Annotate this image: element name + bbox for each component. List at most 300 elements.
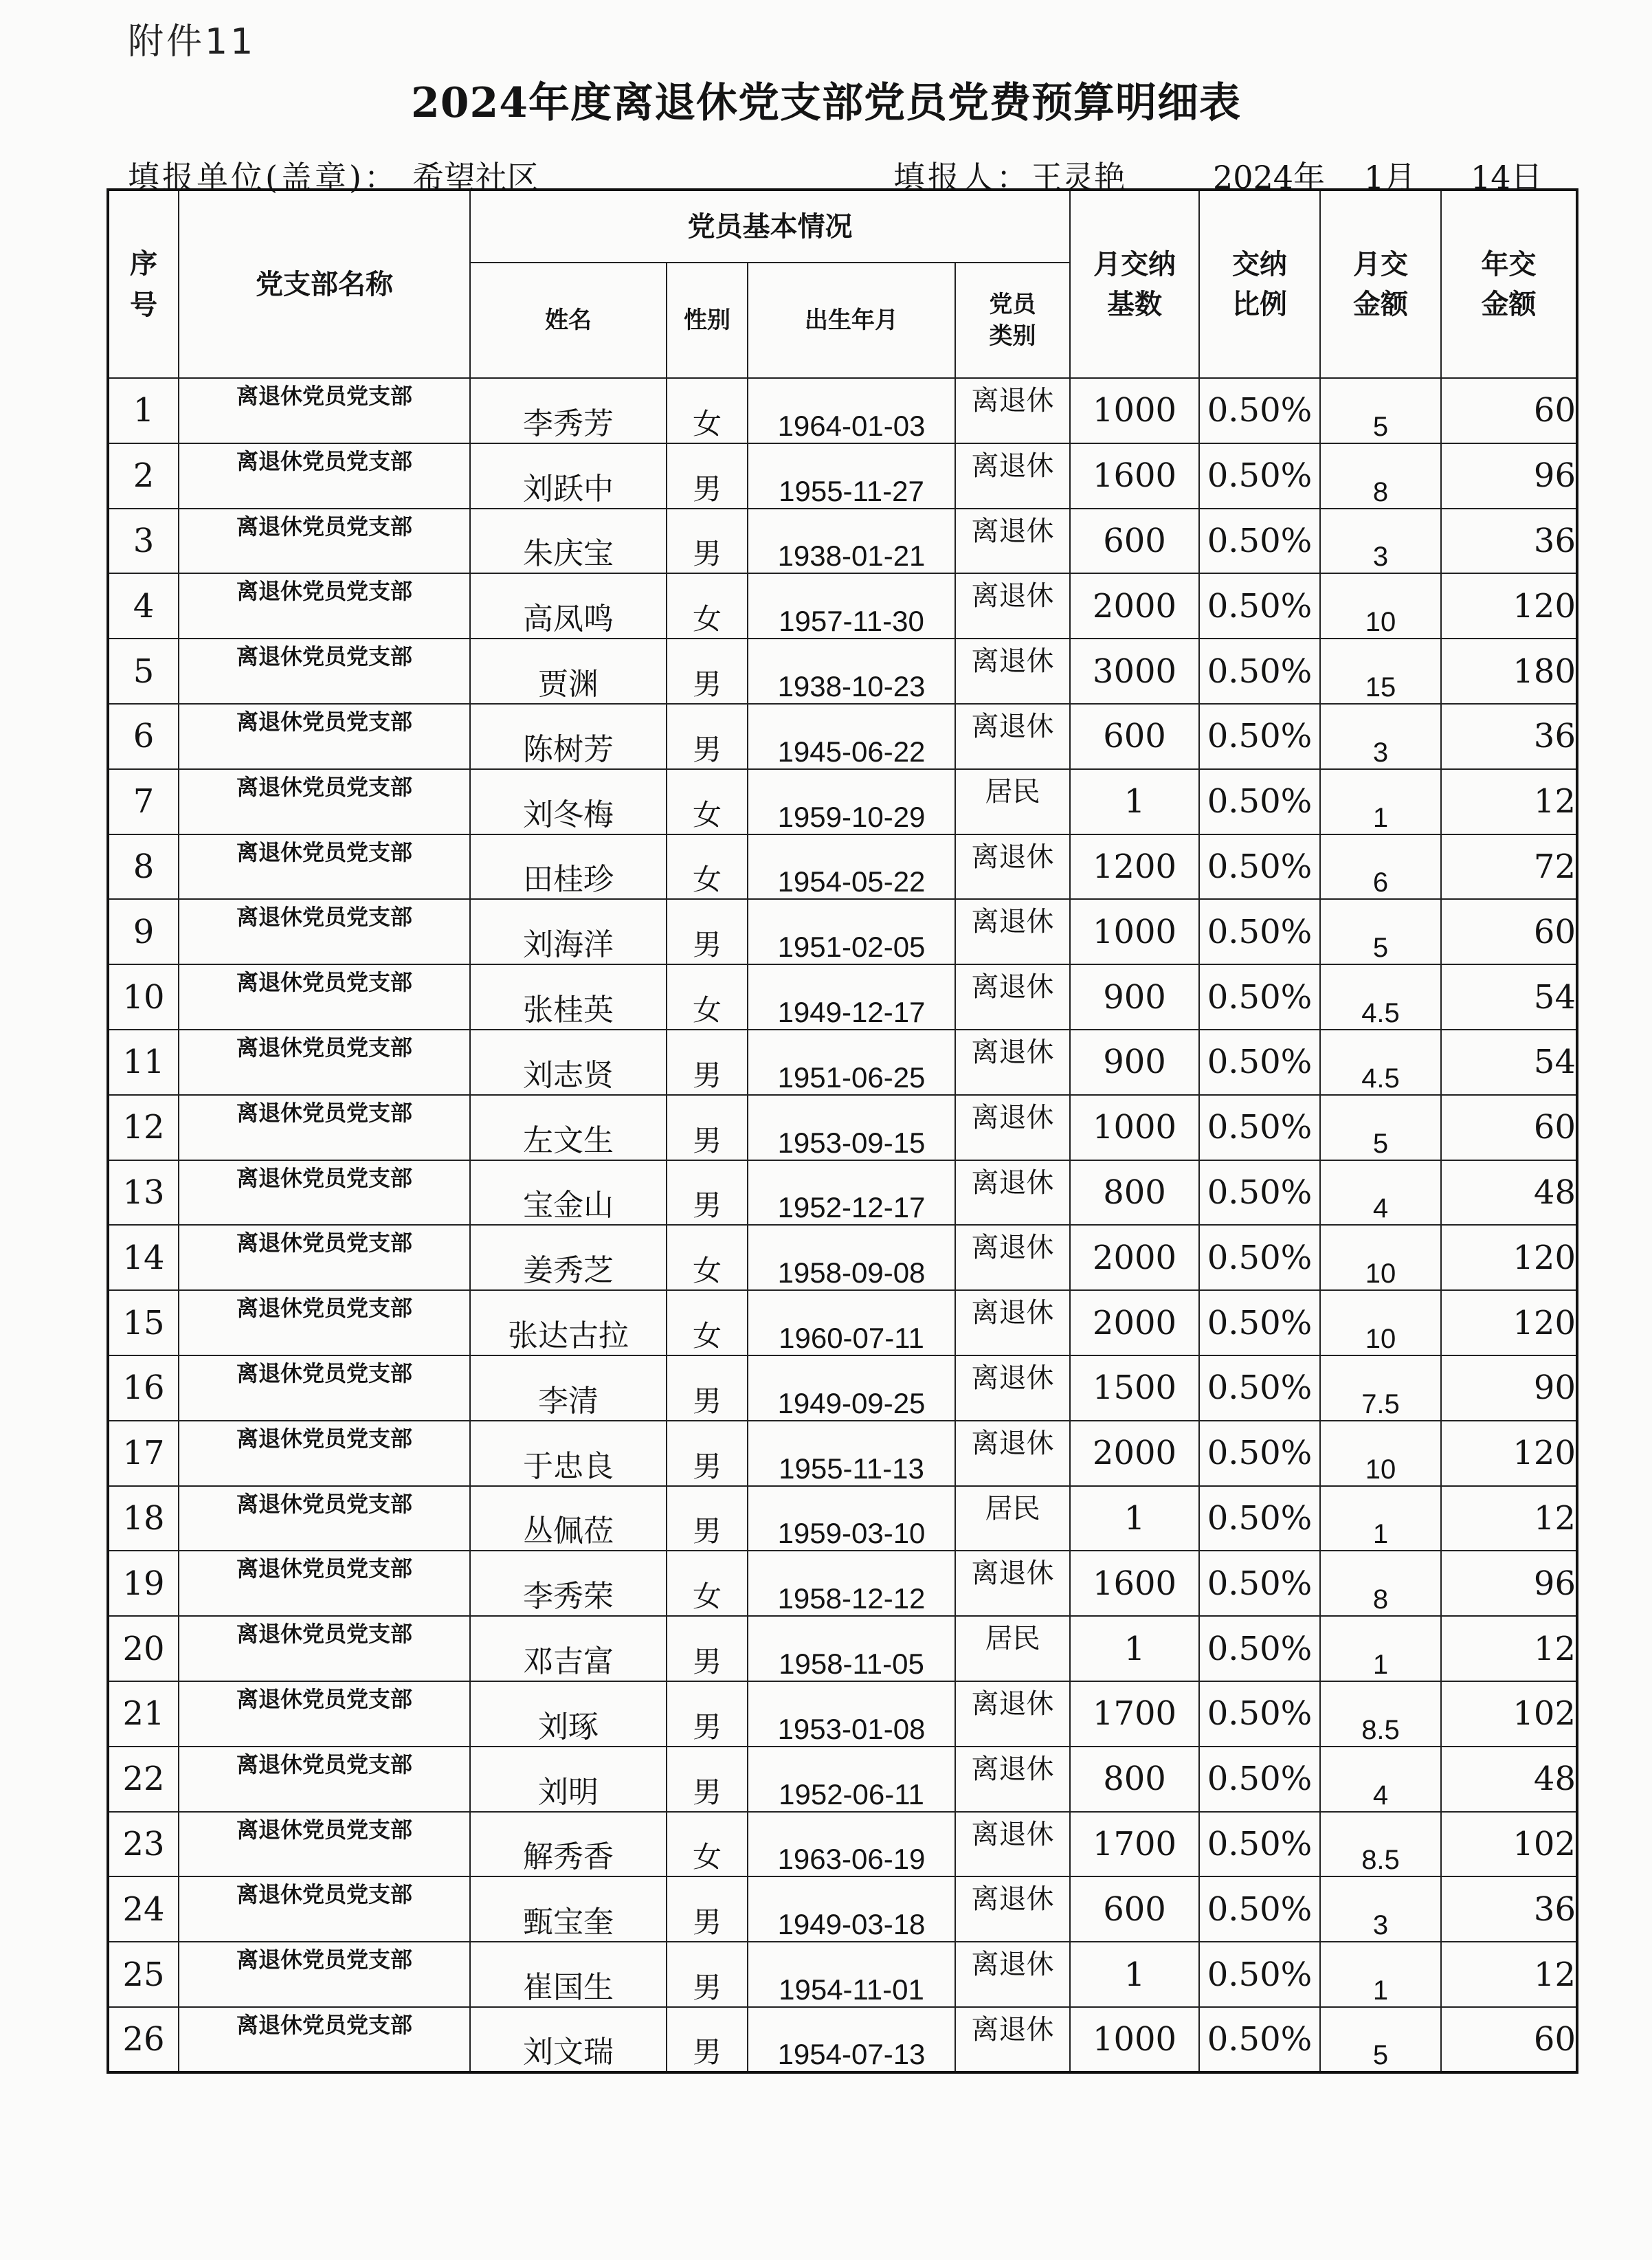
cell-annual-amount: 12 (1441, 1616, 1577, 1681)
cell-category: 离退休 (955, 1095, 1070, 1160)
cell-gender: 男 (667, 1747, 748, 1812)
table-row (108, 1160, 1577, 1226)
cell-seq: 21 (108, 1681, 179, 1747)
cell-base: 1000 (1070, 899, 1199, 964)
cell-seq: 23 (108, 1812, 179, 1877)
cell-annual-amount: 120 (1441, 1225, 1577, 1290)
cell-monthly-amount: 4 (1320, 1747, 1441, 1812)
cell-branch: 离退休党员党支部 (179, 704, 470, 769)
cell-annual-amount: 60 (1441, 378, 1577, 443)
header-category: 党员类别 (955, 263, 1070, 378)
page-title: 2024年度离退休党支部党员党费预算明细表 (411, 79, 1241, 127)
cell-base: 600 (1070, 1876, 1199, 1942)
cell-name: 李秀荣 (470, 1551, 667, 1616)
cell-seq: 6 (108, 704, 179, 769)
cell-birth-date: 1945-06-22 (748, 704, 955, 769)
cell-category: 离退休 (955, 1551, 1070, 1616)
cell-category: 离退休 (955, 443, 1070, 509)
cell-annual-amount: 102 (1441, 1812, 1577, 1877)
table-row (108, 769, 1577, 834)
cell-seq: 22 (108, 1747, 179, 1812)
cell-gender: 男 (667, 1355, 748, 1421)
cell-base: 1 (1070, 769, 1199, 834)
reporting-unit-value: 希望社区 (412, 159, 539, 196)
cell-monthly-amount: 8.5 (1320, 1812, 1441, 1877)
table-row (108, 1486, 1577, 1551)
cell-annual-amount: 12 (1441, 1486, 1577, 1551)
cell-base: 600 (1070, 509, 1199, 574)
filler-label: 填报人： (893, 159, 1031, 196)
cell-branch: 离退休党员党支部 (179, 443, 470, 509)
cell-name: 左文生 (470, 1095, 667, 1160)
cell-branch: 离退休党员党支部 (179, 964, 470, 1030)
cell-branch: 离退休党员党支部 (179, 378, 470, 443)
cell-branch: 离退休党员党支部 (179, 1030, 470, 1095)
cell-seq: 20 (108, 1616, 179, 1681)
cell-annual-amount: 120 (1441, 1421, 1577, 1486)
cell-ratio: 0.50% (1199, 1812, 1320, 1877)
cell-category: 离退休 (955, 1030, 1070, 1095)
reporting-unit-label: 填报单位(盖章)： (128, 159, 399, 196)
cell-name: 李清 (470, 1355, 667, 1421)
cell-monthly-amount: 8 (1320, 1551, 1441, 1616)
cell-base: 800 (1070, 1747, 1199, 1812)
cell-gender: 女 (667, 1551, 748, 1616)
cell-monthly-amount: 1 (1320, 1486, 1441, 1551)
cell-name: 刘志贤 (470, 1030, 667, 1095)
cell-base: 1700 (1070, 1681, 1199, 1747)
cell-ratio: 0.50% (1199, 769, 1320, 834)
table-row (108, 573, 1577, 639)
cell-gender: 男 (667, 1030, 748, 1095)
table-row (108, 834, 1577, 900)
cell-birth-date: 1949-03-18 (748, 1876, 955, 1942)
cell-monthly-amount: 1 (1320, 769, 1441, 834)
cell-branch: 离退休党员党支部 (179, 1616, 470, 1681)
header-gender: 性别 (667, 263, 748, 378)
cell-base: 1200 (1070, 834, 1199, 900)
cell-branch: 离退休党员党支部 (179, 834, 470, 900)
cell-branch: 离退休党员党支部 (179, 1876, 470, 1942)
cell-base: 2000 (1070, 1290, 1199, 1355)
cell-branch: 离退休党员党支部 (179, 1355, 470, 1421)
attachment-label: 附件11 (128, 21, 256, 63)
cell-branch: 离退休党员党支部 (179, 1486, 470, 1551)
cell-branch: 离退休党员党支部 (179, 899, 470, 964)
cell-ratio: 0.50% (1199, 1486, 1320, 1551)
cell-birth-date: 1958-11-05 (748, 1616, 955, 1681)
cell-name: 陈树芳 (470, 704, 667, 769)
cell-name: 李秀芳 (470, 378, 667, 443)
cell-category: 离退休 (955, 639, 1070, 704)
cell-ratio: 0.50% (1199, 443, 1320, 509)
cell-ratio: 0.50% (1199, 509, 1320, 574)
cell-annual-amount: 102 (1441, 1681, 1577, 1747)
cell-branch: 离退休党员党支部 (179, 1290, 470, 1355)
cell-base: 900 (1070, 964, 1199, 1030)
cell-name: 朱庆宝 (470, 509, 667, 574)
cell-category: 居民 (955, 1616, 1070, 1681)
cell-name: 刘琢 (470, 1681, 667, 1747)
cell-ratio: 0.50% (1199, 573, 1320, 639)
cell-name: 贾渊 (470, 639, 667, 704)
cell-ratio: 0.50% (1199, 1030, 1320, 1095)
cell-gender: 女 (667, 769, 748, 834)
cell-name: 姜秀芝 (470, 1225, 667, 1290)
cell-gender: 男 (667, 704, 748, 769)
cell-birth-date: 1954-05-22 (748, 834, 955, 900)
cell-base: 3000 (1070, 639, 1199, 704)
cell-annual-amount: 90 (1441, 1355, 1577, 1421)
cell-seq: 3 (108, 509, 179, 574)
cell-seq: 8 (108, 834, 179, 900)
cell-birth-date: 1949-12-17 (748, 964, 955, 1030)
table-row (108, 964, 1577, 1030)
cell-gender: 女 (667, 1225, 748, 1290)
cell-name: 丛佩莅 (470, 1486, 667, 1551)
cell-name: 刘文瑞 (470, 2007, 667, 2072)
header-annual: 年交金额 (1441, 190, 1577, 378)
cell-monthly-amount: 4 (1320, 1160, 1441, 1226)
cell-gender: 女 (667, 1290, 748, 1355)
table-row (108, 704, 1577, 769)
cell-birth-date: 1963-06-19 (748, 1812, 955, 1877)
table-row (108, 639, 1577, 704)
cell-gender: 男 (667, 899, 748, 964)
cell-birth-date: 1954-07-13 (748, 2007, 955, 2072)
cell-annual-amount: 120 (1441, 573, 1577, 639)
cell-birth-date: 1953-09-15 (748, 1095, 955, 1160)
cell-branch: 离退休党员党支部 (179, 1551, 470, 1616)
cell-base: 1 (1070, 1616, 1199, 1681)
date-month: 1月 (1364, 159, 1416, 196)
table-row (108, 1355, 1577, 1421)
cell-category: 离退休 (955, 1355, 1070, 1421)
cell-birth-date: 1964-01-03 (748, 378, 955, 443)
cell-seq: 13 (108, 1160, 179, 1226)
cell-branch: 离退休党员党支部 (179, 1225, 470, 1290)
cell-seq: 11 (108, 1030, 179, 1095)
cell-annual-amount: 60 (1441, 2007, 1577, 2072)
cell-annual-amount: 12 (1441, 1942, 1577, 2007)
cell-base: 1700 (1070, 1812, 1199, 1877)
cell-birth-date: 1959-03-10 (748, 1486, 955, 1551)
cell-monthly-amount: 1 (1320, 1616, 1441, 1681)
cell-ratio: 0.50% (1199, 1876, 1320, 1942)
cell-seq: 2 (108, 443, 179, 509)
cell-monthly-amount: 10 (1320, 573, 1441, 639)
cell-ratio: 0.50% (1199, 1225, 1320, 1290)
cell-monthly-amount: 15 (1320, 639, 1441, 704)
cell-category: 离退休 (955, 1290, 1070, 1355)
cell-ratio: 0.50% (1199, 834, 1320, 900)
cell-monthly-amount: 5 (1320, 1095, 1441, 1160)
cell-seq: 9 (108, 899, 179, 964)
cell-birth-date: 1951-02-05 (748, 899, 955, 964)
cell-annual-amount: 36 (1441, 509, 1577, 574)
cell-birth-date: 1957-11-30 (748, 573, 955, 639)
cell-gender: 男 (667, 443, 748, 509)
cell-monthly-amount: 5 (1320, 899, 1441, 964)
cell-ratio: 0.50% (1199, 704, 1320, 769)
cell-gender: 女 (667, 964, 748, 1030)
cell-annual-amount: 60 (1441, 899, 1577, 964)
cell-ratio: 0.50% (1199, 1551, 1320, 1616)
cell-monthly-amount: 10 (1320, 1421, 1441, 1486)
cell-ratio: 0.50% (1199, 1160, 1320, 1226)
header-basic-info: 党员基本情况 (470, 190, 1070, 263)
cell-birth-date: 1958-12-12 (748, 1551, 955, 1616)
cell-base: 1500 (1070, 1355, 1199, 1421)
cell-category: 离退休 (955, 1160, 1070, 1226)
cell-gender: 男 (667, 509, 748, 574)
cell-gender: 女 (667, 1812, 748, 1877)
cell-category: 离退休 (955, 834, 1070, 900)
cell-name: 宝金山 (470, 1160, 667, 1226)
cell-monthly-amount: 4.5 (1320, 1030, 1441, 1095)
cell-branch: 离退休党员党支部 (179, 1942, 470, 2007)
table-row (108, 1030, 1577, 1095)
cell-birth-date: 1960-07-11 (748, 1290, 955, 1355)
cell-name: 刘明 (470, 1747, 667, 1812)
cell-annual-amount: 48 (1441, 1747, 1577, 1812)
cell-category: 离退休 (955, 1747, 1070, 1812)
cell-seq: 15 (108, 1290, 179, 1355)
cell-category: 离退休 (955, 1225, 1070, 1290)
cell-base: 900 (1070, 1030, 1199, 1095)
cell-base: 1 (1070, 1942, 1199, 2007)
table-row (108, 1616, 1577, 1681)
cell-branch: 离退休党员党支部 (179, 2007, 470, 2072)
cell-gender: 男 (667, 1421, 748, 1486)
cell-category: 离退休 (955, 1876, 1070, 1942)
cell-name: 邓吉富 (470, 1616, 667, 1681)
cell-monthly-amount: 5 (1320, 2007, 1441, 2072)
cell-birth-date: 1958-09-08 (748, 1225, 955, 1290)
cell-seq: 14 (108, 1225, 179, 1290)
header-branch: 党支部名称 (179, 190, 470, 378)
cell-branch: 离退休党员党支部 (179, 1747, 470, 1812)
cell-monthly-amount: 10 (1320, 1290, 1441, 1355)
date-year: 2024年 (1213, 159, 1326, 196)
cell-branch: 离退休党员党支部 (179, 1095, 470, 1160)
cell-name: 刘冬梅 (470, 769, 667, 834)
cell-category: 离退休 (955, 1942, 1070, 2007)
cell-category: 离退休 (955, 378, 1070, 443)
cell-base: 2000 (1070, 573, 1199, 639)
header-monthly: 月交金额 (1320, 190, 1441, 378)
cell-ratio: 0.50% (1199, 378, 1320, 443)
cell-annual-amount: 72 (1441, 834, 1577, 900)
cell-birth-date: 1953-01-08 (748, 1681, 955, 1747)
cell-gender: 男 (667, 1681, 748, 1747)
cell-monthly-amount: 3 (1320, 1876, 1441, 1942)
cell-base: 2000 (1070, 1421, 1199, 1486)
table-row (108, 509, 1577, 574)
cell-annual-amount: 180 (1441, 639, 1577, 704)
cell-ratio: 0.50% (1199, 2007, 1320, 2072)
table-row (108, 2007, 1577, 2072)
cell-birth-date: 1949-09-25 (748, 1355, 955, 1421)
cell-category: 离退休 (955, 704, 1070, 769)
cell-name: 张达古拉 (470, 1290, 667, 1355)
cell-branch: 离退休党员党支部 (179, 1681, 470, 1747)
cell-annual-amount: 60 (1441, 1095, 1577, 1160)
cell-seq: 7 (108, 769, 179, 834)
cell-seq: 1 (108, 378, 179, 443)
header-name: 姓名 (470, 263, 667, 378)
cell-gender: 男 (667, 1942, 748, 2007)
cell-monthly-amount: 8 (1320, 443, 1441, 509)
cell-monthly-amount: 10 (1320, 1225, 1441, 1290)
cell-name: 于忠良 (470, 1421, 667, 1486)
cell-base: 600 (1070, 704, 1199, 769)
cell-branch: 离退休党员党支部 (179, 769, 470, 834)
cell-name: 甄宝奎 (470, 1876, 667, 1942)
cell-birth-date: 1955-11-27 (748, 443, 955, 509)
cell-name: 刘跃中 (470, 443, 667, 509)
cell-birth-date: 1951-06-25 (748, 1030, 955, 1095)
cell-ratio: 0.50% (1199, 1095, 1320, 1160)
cell-gender: 男 (667, 1486, 748, 1551)
cell-annual-amount: 36 (1441, 1876, 1577, 1942)
cell-category: 居民 (955, 1486, 1070, 1551)
cell-base: 1000 (1070, 378, 1199, 443)
cell-branch: 离退休党员党支部 (179, 1160, 470, 1226)
cell-monthly-amount: 3 (1320, 704, 1441, 769)
cell-ratio: 0.50% (1199, 639, 1320, 704)
cell-seq: 17 (108, 1421, 179, 1486)
table-row (108, 899, 1577, 964)
cell-annual-amount: 120 (1441, 1290, 1577, 1355)
cell-ratio: 0.50% (1199, 1290, 1320, 1355)
cell-name: 刘海洋 (470, 899, 667, 964)
table-row (108, 1812, 1577, 1877)
cell-annual-amount: 96 (1441, 1551, 1577, 1616)
cell-monthly-amount: 7.5 (1320, 1355, 1441, 1421)
cell-birth-date: 1938-01-21 (748, 509, 955, 574)
cell-seq: 18 (108, 1486, 179, 1551)
cell-name: 解秀香 (470, 1812, 667, 1877)
cell-ratio: 0.50% (1199, 1681, 1320, 1747)
cell-seq: 12 (108, 1095, 179, 1160)
table-row (108, 1421, 1577, 1486)
table-row (108, 1551, 1577, 1616)
table-row (108, 1290, 1577, 1355)
cell-annual-amount: 54 (1441, 964, 1577, 1030)
table-row (108, 1095, 1577, 1160)
cell-monthly-amount: 6 (1320, 834, 1441, 900)
cell-birth-date: 1959-10-29 (748, 769, 955, 834)
cell-ratio: 0.50% (1199, 1355, 1320, 1421)
cell-category: 离退休 (955, 509, 1070, 574)
cell-monthly-amount: 3 (1320, 509, 1441, 574)
cell-birth-date: 1938-10-23 (748, 639, 955, 704)
cell-base: 1000 (1070, 2007, 1199, 2072)
cell-monthly-amount: 1 (1320, 1942, 1441, 2007)
cell-gender: 男 (667, 2007, 748, 2072)
table-row (108, 378, 1577, 443)
cell-category: 离退休 (955, 1812, 1070, 1877)
cell-annual-amount: 54 (1441, 1030, 1577, 1095)
cell-name: 高凤鸣 (470, 573, 667, 639)
cell-name: 张桂英 (470, 964, 667, 1030)
cell-birth-date: 1954-11-01 (748, 1942, 955, 2007)
cell-base: 800 (1070, 1160, 1199, 1226)
cell-monthly-amount: 8.5 (1320, 1681, 1441, 1747)
cell-base: 1 (1070, 1486, 1199, 1551)
cell-annual-amount: 12 (1441, 769, 1577, 834)
cell-gender: 男 (667, 639, 748, 704)
cell-gender: 女 (667, 834, 748, 900)
cell-annual-amount: 96 (1441, 443, 1577, 509)
cell-annual-amount: 48 (1441, 1160, 1577, 1226)
cell-seq: 25 (108, 1942, 179, 2007)
cell-seq: 16 (108, 1355, 179, 1421)
cell-branch: 离退休党员党支部 (179, 1421, 470, 1486)
header-ratio: 交纳比例 (1199, 190, 1320, 378)
cell-seq: 4 (108, 573, 179, 639)
cell-ratio: 0.50% (1199, 1616, 1320, 1681)
cell-gender: 男 (667, 1095, 748, 1160)
cell-branch: 离退休党员党支部 (179, 1812, 470, 1877)
table-row (108, 443, 1577, 509)
filler-value: 王灵艳 (1031, 159, 1126, 196)
cell-category: 离退休 (955, 964, 1070, 1030)
cell-gender: 女 (667, 378, 748, 443)
cell-ratio: 0.50% (1199, 1747, 1320, 1812)
header-birth: 出生年月 (748, 263, 955, 378)
cell-category: 离退休 (955, 2007, 1070, 2072)
cell-seq: 19 (108, 1551, 179, 1616)
cell-gender: 男 (667, 1160, 748, 1226)
cell-branch: 离退休党员党支部 (179, 639, 470, 704)
cell-ratio: 0.50% (1199, 964, 1320, 1030)
table-row (108, 1225, 1577, 1290)
cell-annual-amount: 36 (1441, 704, 1577, 769)
cell-monthly-amount: 4.5 (1320, 964, 1441, 1030)
cell-base: 1000 (1070, 1095, 1199, 1160)
cell-base: 2000 (1070, 1225, 1199, 1290)
date-day: 14日 (1471, 159, 1543, 196)
cell-seq: 5 (108, 639, 179, 704)
table-row (108, 1942, 1577, 2007)
cell-category: 离退休 (955, 573, 1070, 639)
cell-monthly-amount: 5 (1320, 378, 1441, 443)
cell-category: 居民 (955, 769, 1070, 834)
table-row (108, 1876, 1577, 1942)
cell-gender: 男 (667, 1876, 748, 1942)
cell-base: 1600 (1070, 443, 1199, 509)
header-base: 月交纳基数 (1070, 190, 1199, 378)
cell-seq: 10 (108, 964, 179, 1030)
header-seq: 序号 (108, 190, 179, 378)
cell-birth-date: 1952-12-17 (748, 1160, 955, 1226)
cell-ratio: 0.50% (1199, 1942, 1320, 2007)
cell-ratio: 0.50% (1199, 1421, 1320, 1486)
cell-seq: 26 (108, 2007, 179, 2072)
cell-ratio: 0.50% (1199, 899, 1320, 964)
cell-gender: 女 (667, 573, 748, 639)
dues-budget-table (107, 188, 1578, 2074)
table-row (108, 1681, 1577, 1747)
cell-birth-date: 1952-06-11 (748, 1747, 955, 1812)
cell-name: 田桂珍 (470, 834, 667, 900)
cell-category: 离退休 (955, 899, 1070, 964)
cell-seq: 24 (108, 1876, 179, 1942)
cell-category: 离退休 (955, 1681, 1070, 1747)
cell-category: 离退休 (955, 1421, 1070, 1486)
